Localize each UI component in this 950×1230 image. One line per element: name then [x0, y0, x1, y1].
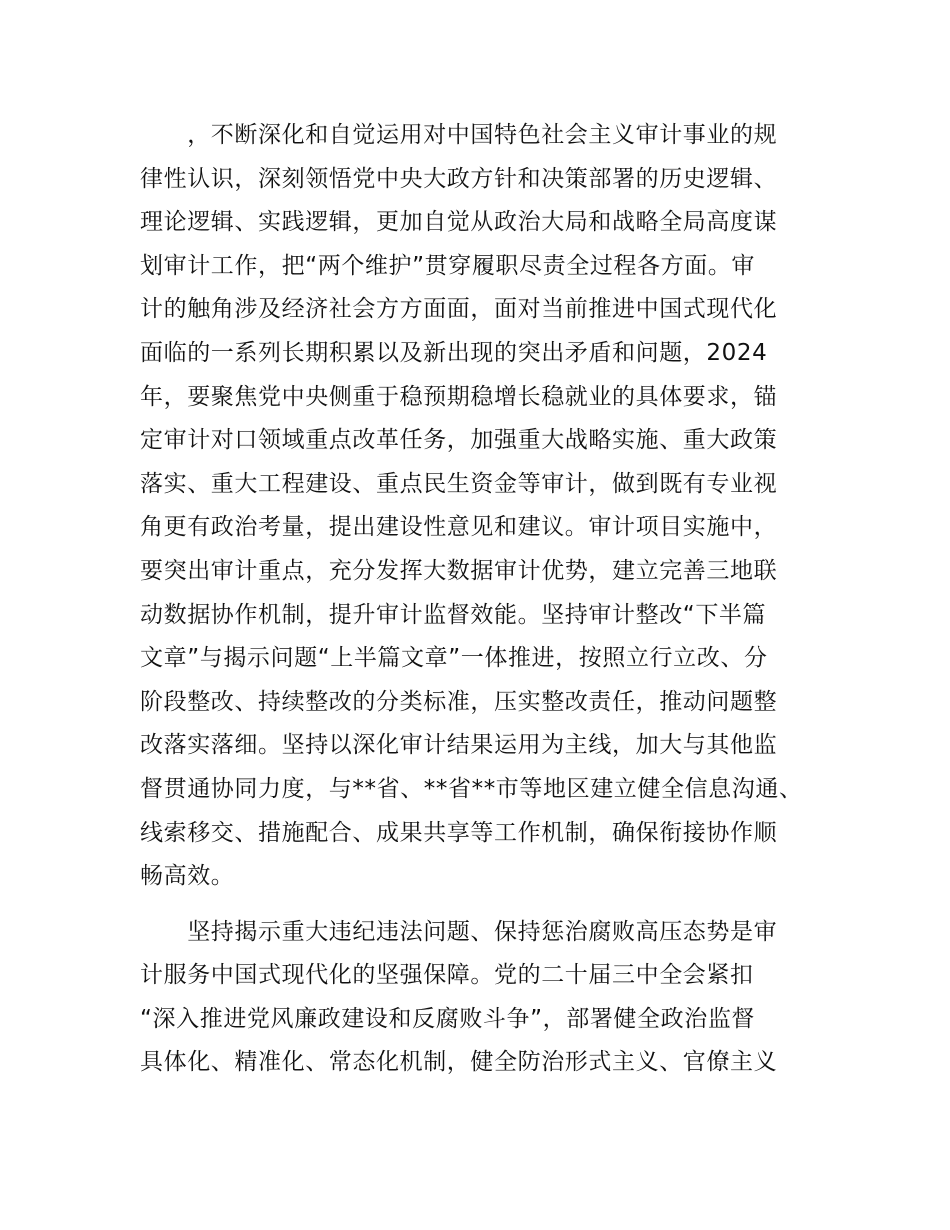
text-line: 畅高效。 [140, 863, 235, 890]
text-line: 线索移交、措施配合、成果共享等工作机制，确保衔接协作顺 [140, 819, 778, 846]
text-line: 坚持揭示重大违纪违法问题、保持惩治腐败高压态势是审 [140, 918, 778, 945]
paragraph-1 [140, 114, 830, 899]
text-line: 动数据协作机制，提升审计监督效能。坚持审计整改“下半篇 [140, 601, 767, 628]
text-line: 面临的一系列长期积累以及新出现的突出矛盾和问题，2024 [140, 339, 768, 366]
text-line: 改落实落细。坚持以深化审计结果运用为主线，加大与其他监 [140, 732, 778, 759]
text-line: 角更有政治考量，提出建设性意见和建议。审计项目实施中， [140, 514, 778, 541]
text-line: 律性认识，深刻领悟党中央大政方针和决策部署的历史逻辑、 [140, 165, 778, 192]
text-line: ，不断深化和自觉运用对中国特色社会主义审计事业的规 [140, 122, 778, 148]
text-line: 文章”与揭示问题“上半篇文章”一体推进，按照立行立改、分 [140, 645, 768, 672]
paragraph-spacer [140, 899, 830, 911]
text-line: 落实、重大工程建设、重点民生资金等审计，做到既有专业视 [140, 470, 778, 497]
paragraph-2 [140, 911, 830, 1085]
text-line: 具体化、精准化、常态化机制，健全防治形式主义、官僚主义 [140, 1049, 778, 1076]
text-line: 理论逻辑、实践逻辑，更加自觉从政治大局和战略全局高度谋 [140, 209, 778, 236]
text-line: 要突出审计重点，充分发挥大数据审计优势，建立完善三地联 [140, 557, 778, 584]
text-line: 计服务中国式现代化的坚强保障。党的二十届三中全会紧扣 [140, 962, 754, 989]
document-body [140, 114, 830, 1085]
text-line: 划审计工作，把“两个维护”贯穿履职尽责全过程各方面。审 [140, 252, 756, 279]
text-line: 计的触角涉及经济社会方方面面，面对当前推进中国式现代化 [140, 296, 778, 323]
text-line: 督贯通协同力度，与**省、**省**市等地区建立健全信息沟通、 [140, 775, 803, 802]
text-line: 阶段整改、持续整改的分类标准，压实整改责任，推动问题整 [140, 688, 778, 715]
text-line: 年，要聚焦党中央侧重于稳预期稳增长稳就业的具体要求，锚 [140, 383, 778, 410]
text-line: 定审计对口领域重点改革任务，加强重大战略实施、重大政策 [140, 427, 778, 454]
text-line: “深入推进党风廉政建设和反腐败斗争”，部署健全政治监督 [140, 1005, 756, 1032]
